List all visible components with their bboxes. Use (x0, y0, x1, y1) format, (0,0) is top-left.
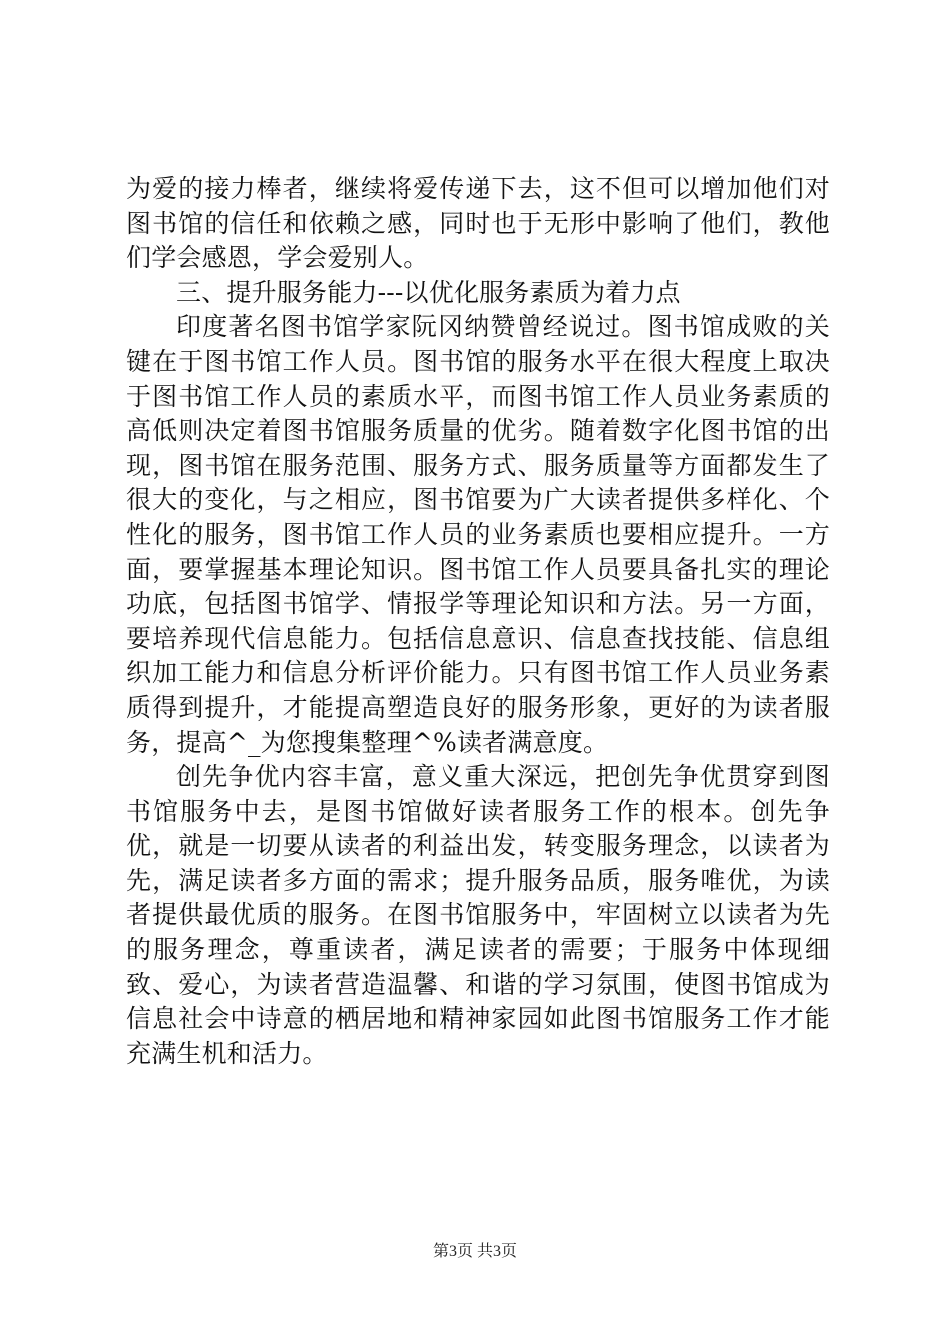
section-heading: 三、提升服务能力---以优化服务素质为着力点 (176, 277, 681, 307)
paragraph-service-capability: 印度著名图书馆学家阮冈纳赞曾经说过。图书馆成败的关键在于图书馆工作人员。图书馆的服务水平在很大程度上取决于图书馆工作人员的素质水平，而图书馆工作人员业务素质的高低则决定着图书馆服务质量的优劣。随着数字化图书馆的出现，图书馆在服务范围、服务方式、服务质量等方面都发生了很大的变化，与之相应，图书馆要为广大读者提供多样化、个性化的服务，图书馆工作人员的业务素质也要相应提升。一方面，要掌握基本理论知识。图书馆工作人员要具备扎实的理论功底，包括图书馆学、情报学等理论知识和方法。另一方面，要培养现代信息能力。包括信息意识、信息查找技能、信息组织加工能力和信息分析评价能力。只有图书馆工作人员业务素质得到提升，才能提高塑造良好的服务形象，更好的为读者服务，提高^_为您搜集整理^%读者满意度。 (126, 312, 830, 757)
document-body (126, 172, 830, 1071)
paragraph-excellence: 创先争优内容丰富，意义重大深远，把创先争优贯穿到图书馆服务中去，是图书馆做好读者服务工作的根本。创先争优，就是一切要从读者的利益出发，转变服务理念，以读者为先，满足读者多方面的需求；提升服务品质，服务唯优，为读者提供最优质的服务。在图书馆服务中，牢固树立以读者为先的服务理念，尊重读者，满足读者的需要；于服务中体现细致、爱心，为读者营造温馨、和谐的学习氛围，使图书馆成为信息社会中诗意的栖居地和精神家园如此图书馆服务工作才能充满生机和活力。 (126, 762, 830, 1068)
page-number-footer: 第3页 共3页 (432, 1243, 517, 1260)
paragraph-continuation: 为爱的接力棒者，继续将爱传递下去，这不但可以增加他们对图书馆的信任和依赖之感，同时也于无形中影响了他们，教他们学会感恩，学会爱别人。 (126, 174, 830, 273)
